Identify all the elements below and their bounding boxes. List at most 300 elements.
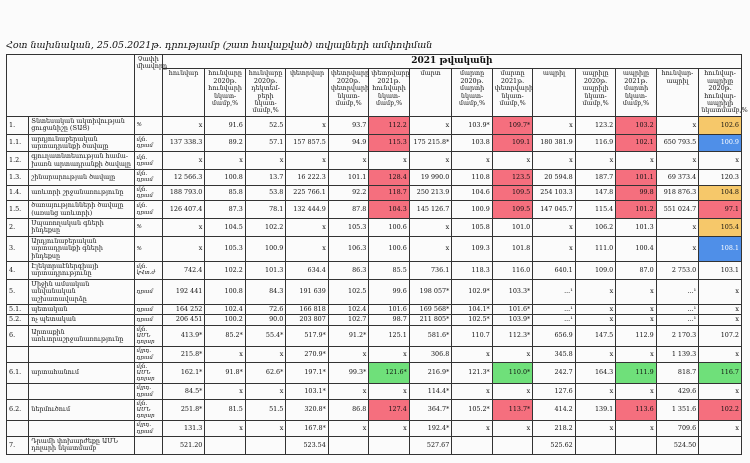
table-cell: 109.7* [492, 116, 532, 134]
table-cell: 84.5* [162, 384, 205, 399]
row-number: 4. [7, 261, 29, 279]
table-cell: x [286, 236, 329, 261]
table-cell: 13.7 [245, 170, 285, 185]
row-indicator: Միջին ամսական անվանական աշխատավարձը [29, 279, 134, 304]
table-cell: x [245, 152, 285, 170]
table-cell: 175 215.8* [409, 134, 452, 152]
table-cell: 104.6 [452, 185, 492, 200]
table-cell: x [328, 421, 368, 436]
row-indicator: ոչ պետական [29, 315, 134, 325]
table-cell: x [452, 347, 492, 362]
table-cell: 517.9* [286, 325, 329, 347]
row-number: 1.5. [7, 201, 29, 219]
table-cell: x [699, 279, 742, 304]
row-indicator [29, 347, 134, 362]
table-cell: 109.1 [492, 134, 532, 152]
table-cell: x [533, 152, 576, 170]
table-cell: 102.5* [452, 315, 492, 325]
table-cell: 100.9 [699, 134, 742, 152]
row-unit: մլն. դրամ [134, 201, 162, 219]
table-cell: 100.9 [452, 201, 492, 219]
row-number: 1.4. [7, 185, 29, 200]
header-col: հունվարը 2020թ. հունվարի նկատ-մամբ,% [205, 69, 245, 116]
table-cell: 192 441 [162, 279, 205, 304]
header-col: ապրիլը 2020թ. ապրիլի նկատ-մամբ,% [575, 69, 615, 116]
table-cell: 102.6 [699, 116, 742, 134]
table-cell: 78.1 [245, 201, 285, 219]
table-cell: 112.9 [616, 325, 656, 347]
table-cell: 524.50 [656, 436, 699, 454]
table-cell: 218.2 [533, 421, 576, 436]
table-cell: ...¹ [656, 315, 699, 325]
table-cell: 112.2 [369, 116, 409, 134]
header-col: հունվարը 2020թ. դեկտեմ-բերի նկատ-մամբ,% [245, 69, 285, 116]
table-cell: 215.8* [162, 347, 205, 362]
table-cell: 413.9* [162, 325, 205, 347]
table-cell: x [656, 116, 699, 134]
table-cell: 127.6 [533, 384, 576, 399]
table-cell: x [616, 304, 656, 314]
table-cell: 84.3 [245, 279, 285, 304]
table-cell [205, 436, 245, 454]
table-cell: 110.8 [452, 170, 492, 185]
table-cell: x [575, 421, 615, 436]
table-cell: 147.8 [575, 185, 615, 200]
table-cell: 116.9 [575, 134, 615, 152]
table-cell: 103.1 [699, 261, 742, 279]
table-cell: 147.5 [575, 325, 615, 347]
table-cell: 87.3 [205, 201, 245, 219]
table-cell: 102.7 [328, 315, 368, 325]
table-cell: ...¹ [656, 279, 699, 304]
row-unit: մլն. դրամ [134, 185, 162, 200]
table-cell: 100.4 [616, 236, 656, 261]
table-cell: 818.7 [656, 362, 699, 384]
row-indicator: առևտրի շրջանառությունը [29, 185, 134, 200]
table-cell: 85.8 [205, 185, 245, 200]
header-col: ապրիլը 2021թ. մարտի նկատ-մամբ,% [616, 69, 656, 116]
table-cell: 2 170.3 [656, 325, 699, 347]
table-cell: 180 381.9 [533, 134, 576, 152]
table-cell: 166 818 [286, 304, 329, 314]
row-unit: մլն. դրամ [134, 170, 162, 185]
row-number: 2. [7, 218, 29, 236]
table-cell: x [245, 421, 285, 436]
table-cell: 164.3 [575, 362, 615, 384]
table-row [7, 185, 742, 200]
table-cell: 1 351.6 [656, 399, 699, 421]
table-cell: 102.4 [328, 304, 368, 314]
table-cell: x [699, 421, 742, 436]
table-cell: 99.6 [369, 279, 409, 304]
table-cell: x [575, 384, 615, 399]
table-cell: x [616, 279, 656, 304]
table-row [7, 315, 742, 325]
table-cell: 123.2 [575, 116, 615, 134]
header-col: հունվար-ապրիլը 2020թ. հունվար-ապրիլի նկատմամբ,% [699, 69, 742, 116]
table-cell: x [575, 304, 615, 314]
table-cell: 736.1 [409, 261, 452, 279]
table-row [7, 236, 742, 261]
table-cell: 51.5 [245, 399, 285, 421]
row-indicator: Արդյունաբերական արտադրանքի գների ինդեքսը [29, 236, 134, 261]
table-cell: 20 594.8 [533, 170, 576, 185]
table-cell: x [452, 384, 492, 399]
table-cell: 62.6* [245, 362, 285, 384]
table-cell: 107.2 [699, 325, 742, 347]
table-cell: 118.3 [452, 261, 492, 279]
table-cell: 320.8* [286, 399, 329, 421]
table-cell: x [409, 116, 452, 134]
table-cell: 118.7 [369, 185, 409, 200]
table-cell: 105.8 [452, 218, 492, 236]
table-row [7, 152, 742, 170]
table-cell: 101.2 [616, 201, 656, 219]
table-cell: 103.1* [286, 384, 329, 399]
table-cell: x [492, 152, 532, 170]
row-number: 6.2. [7, 399, 29, 421]
table-cell: x [162, 236, 205, 261]
row-number: 7. [7, 436, 29, 454]
table-cell [699, 436, 742, 454]
table-cell: 127.4 [369, 399, 409, 421]
table-cell: x [699, 152, 742, 170]
table-cell [328, 436, 368, 454]
table-cell: x [699, 347, 742, 362]
table-cell: x [205, 152, 245, 170]
table-cell: 100.8 [205, 170, 245, 185]
table-cell: x [616, 152, 656, 170]
table-cell: 97.1 [699, 201, 742, 219]
table-cell: 100.9 [245, 236, 285, 261]
table-cell: 102.2 [205, 261, 245, 279]
row-unit: % [134, 236, 162, 261]
table-row [7, 170, 742, 185]
table-cell: 102.2 [245, 218, 285, 236]
table-cell: 91.8* [205, 362, 245, 384]
row-indicator: ներմուծում [29, 399, 134, 421]
table-cell: 634.4 [286, 261, 329, 279]
table-cell: 72.6 [245, 304, 285, 314]
table-cell: ...¹ [533, 279, 576, 304]
table-cell: 85.2* [205, 325, 245, 347]
row-indicator: Սպառողական գների ինդեքսը [29, 218, 134, 236]
row-unit: մլն. ԱՄՆ դոլար [134, 399, 162, 421]
row-unit: դրամ [134, 315, 162, 325]
table-cell: x [162, 218, 205, 236]
row-number: 5.1. [7, 304, 29, 314]
table-cell: x [533, 116, 576, 134]
table-cell [245, 436, 285, 454]
table-cell: 57.1 [245, 134, 285, 152]
table-cell: 105.3 [328, 218, 368, 236]
table-cell: 93.7 [328, 116, 368, 134]
table-cell: x [328, 152, 368, 170]
table-cell: 102.4 [205, 304, 245, 314]
table-cell: 131.3 [162, 421, 205, 436]
row-number: 5. [7, 279, 29, 304]
table-cell: 91.6 [205, 116, 245, 134]
table-cell: 169 568* [409, 304, 452, 314]
table-cell: 188 793.0 [162, 185, 205, 200]
table-cell: 345.8 [533, 347, 576, 362]
table-cell: 162.1* [162, 362, 205, 384]
table-cell: 19 990.0 [409, 170, 452, 185]
header-col: մարտը 2021թ. փետրվարի նկատ-մամբ,% [492, 69, 532, 116]
row-indicator: Տնտեսական ակտիվության ցուցանիշը (ՏԱՑ) [29, 116, 134, 134]
table-row [7, 261, 742, 279]
table-cell: 270.9* [286, 347, 329, 362]
table-cell: 86.3 [328, 261, 368, 279]
table-cell: 104.1* [452, 304, 492, 314]
table-cell: 225 766.1 [286, 185, 329, 200]
table-cell: x [369, 384, 409, 399]
table-cell: x [452, 152, 492, 170]
table-cell: 523.54 [286, 436, 329, 454]
table-cell: x [616, 315, 656, 325]
table-cell: x [492, 421, 532, 436]
table-cell: 197.1* [286, 362, 329, 384]
row-indicator: արտահանում [29, 362, 134, 384]
table-cell: 527.67 [409, 436, 452, 454]
table-cell: 125.1 [369, 325, 409, 347]
header-unit: Չափի միավորը [134, 55, 162, 117]
table-cell: x [409, 218, 452, 236]
table-cell: 109.5 [492, 185, 532, 200]
row-unit: մլն. դրամ [134, 152, 162, 170]
table-cell: 145 126.7 [409, 201, 452, 219]
row-unit: մլն. ԱՄՆ դոլար [134, 325, 162, 347]
header-period: 2021 թվականի [162, 55, 741, 69]
table-cell: 120.3 [699, 170, 742, 185]
table-cell: x [162, 116, 205, 134]
row-indicator: գյուղատնտեսության համա-խառն արտադրանքի ծավալը [29, 152, 134, 170]
table-cell: x [492, 384, 532, 399]
table-cell: 139.1 [575, 399, 615, 421]
table-cell: x [656, 152, 699, 170]
table-cell: 104.3 [369, 201, 409, 219]
table-cell: x [492, 347, 532, 362]
table-cell: x [369, 152, 409, 170]
table-row [7, 384, 742, 399]
table-cell: 103.3* [492, 279, 532, 304]
table-row [7, 304, 742, 314]
table-cell: 187.7 [575, 170, 615, 185]
table-cell: 551 024.7 [656, 201, 699, 219]
header-col: հունվար [162, 69, 205, 116]
table-caption: Հօտ նախնական, 25.05.2021թ. դրությամբ (շատ հավաքված) տվյալների ամփոփման [6, 40, 433, 51]
table-row [7, 421, 742, 436]
table-cell: 92.2 [328, 185, 368, 200]
table-cell: 106.3 [328, 236, 368, 261]
table-cell: 103.2 [616, 116, 656, 134]
table-cell: 86.8 [328, 399, 368, 421]
table-cell: 414.2 [533, 399, 576, 421]
table-cell: 55.4* [245, 325, 285, 347]
table-cell: 709.6 [656, 421, 699, 436]
table-cell: 100.6 [369, 236, 409, 261]
table-cell: 742.4 [162, 261, 205, 279]
row-number: 1.1. [7, 134, 29, 152]
header-blank [7, 55, 135, 117]
table-cell: 104.8 [699, 185, 742, 200]
table-cell: 81.5 [205, 399, 245, 421]
row-number: 6. [7, 325, 29, 347]
table-cell: 105.4 [699, 218, 742, 236]
header-col: փետրվարը 2020թ. փետրվարի նկատ-մամբ,% [328, 69, 368, 116]
table-cell: 1 139.3 [656, 347, 699, 362]
header-col: ապրիլ [533, 69, 576, 116]
header-col: մարտ [409, 69, 452, 116]
table-cell: 104.5 [205, 218, 245, 236]
table-cell: x [575, 152, 615, 170]
table-cell: 250 213.9 [409, 185, 452, 200]
table-cell: x [369, 347, 409, 362]
table-cell [575, 436, 615, 454]
table-row [7, 362, 742, 384]
row-unit: % [134, 116, 162, 134]
table-cell: x [575, 315, 615, 325]
table-cell: 364.7* [409, 399, 452, 421]
table-cell: 109.0 [575, 261, 615, 279]
row-indicator: Էլեկտրաէներգիայի արտադրությունը [29, 261, 134, 279]
table-cell: ...¹ [533, 315, 576, 325]
table-cell: 650 793.5 [656, 134, 699, 152]
table-row [7, 399, 742, 421]
row-indicator: ծառայությունների ծավալը (առանց առևտրի) [29, 201, 134, 219]
header-col: մարտը 2020թ. մարտի նկատ-մամբ,% [452, 69, 492, 116]
table-cell: 116.0 [492, 261, 532, 279]
table-cell: 87.8 [328, 201, 368, 219]
table-cell: 101.0 [492, 218, 532, 236]
table-cell: 101.6 [369, 304, 409, 314]
table-cell: 113.7* [492, 399, 532, 421]
table-cell: 102.5 [328, 279, 368, 304]
table-cell: 128.4 [369, 170, 409, 185]
row-unit: մլն. դրամ [134, 134, 162, 152]
table-cell: 105.3 [205, 236, 245, 261]
row-unit: % [134, 218, 162, 236]
table-cell: 101.1 [328, 170, 368, 185]
table-cell: 101.8 [492, 236, 532, 261]
table-cell: x [533, 218, 576, 236]
table-cell: x [286, 152, 329, 170]
row-unit: մլրդ. դրամ [134, 347, 162, 362]
table-cell: 157 857.5 [286, 134, 329, 152]
row-indicator: շինարարության ծավալը [29, 170, 134, 185]
table-cell: 102.2 [699, 399, 742, 421]
table-cell: 102.1 [616, 134, 656, 152]
table-cell [492, 436, 532, 454]
table-cell: 99.3* [328, 362, 368, 384]
table-cell: 52.5 [245, 116, 285, 134]
table-cell: 12 566.3 [162, 170, 205, 185]
table-cell: 108.1 [699, 236, 742, 261]
table-cell: 53.8 [245, 185, 285, 200]
table-cell: 100.2 [205, 315, 245, 325]
table-cell [616, 436, 656, 454]
row-indicator: Արտաքին առևտրաշրջանառությունը [29, 325, 134, 347]
table-cell: x [162, 152, 205, 170]
row-number: 5.2. [7, 315, 29, 325]
table-cell: 115.3 [369, 134, 409, 152]
header-col: փետրվարը 2021թ. հունվարի նկատ-մամբ,% [369, 69, 409, 116]
table-cell: 99.8 [616, 185, 656, 200]
table-cell: x [369, 421, 409, 436]
row-number: 6.1. [7, 362, 29, 384]
row-number: 3. [7, 236, 29, 261]
table-cell: 102.9* [452, 279, 492, 304]
row-indicator [29, 421, 134, 436]
table-cell: x [205, 421, 245, 436]
table-cell: 132 444.9 [286, 201, 329, 219]
row-indicator: արդյունաբերական արտադրանքի ծավալը [29, 134, 134, 152]
table-cell: 100.8 [205, 279, 245, 304]
table-row [7, 436, 742, 454]
row-unit: դրամ [134, 279, 162, 304]
table-cell: x [699, 315, 742, 325]
table-cell: 69 373.4 [656, 170, 699, 185]
table-cell: 192.4* [409, 421, 452, 436]
table-cell: 581.6* [409, 325, 452, 347]
row-unit: մլն. ԱՄՆ դոլար [134, 362, 162, 384]
row-number [7, 421, 29, 436]
table-row [7, 325, 742, 347]
row-unit [134, 436, 162, 454]
table-cell: 191 639 [286, 279, 329, 304]
table-cell: 116.7 [699, 362, 742, 384]
table-cell: 167.8* [286, 421, 329, 436]
table-cell: 2 753.0 [656, 261, 699, 279]
table-cell: 101.6* [492, 304, 532, 314]
table-cell: 121.3* [452, 362, 492, 384]
row-number [7, 384, 29, 399]
table-cell: 91.2* [328, 325, 368, 347]
table-cell: x [656, 236, 699, 261]
table-cell: 112.3* [492, 325, 532, 347]
row-unit: մլն. կՎտ.ժ [134, 261, 162, 279]
table-cell: 100.6 [369, 218, 409, 236]
table-cell [452, 436, 492, 454]
table-cell: x [699, 384, 742, 399]
table-cell: 111.9 [616, 362, 656, 384]
table-row [7, 116, 742, 134]
table-cell: 525.62 [533, 436, 576, 454]
table-row [7, 218, 742, 236]
table-cell: 16 222.3 [286, 170, 329, 185]
table-cell: x [409, 152, 452, 170]
table-cell: 106.2 [575, 218, 615, 236]
table-cell: 656.9 [533, 325, 576, 347]
table-cell: 109.3 [452, 236, 492, 261]
table-cell: 113.6 [616, 399, 656, 421]
table-cell: 251.8* [162, 399, 205, 421]
table-cell: 103.9* [452, 116, 492, 134]
header-col: հունվար-ապրիլ [656, 69, 699, 116]
row-indicator: պետական [29, 304, 134, 314]
table-cell: 254 103.3 [533, 185, 576, 200]
table-cell: 98.7 [369, 315, 409, 325]
row-unit: մլրդ. դրամ [134, 384, 162, 399]
row-unit: մլրդ. դրամ [134, 421, 162, 436]
table-cell: 110.7 [452, 325, 492, 347]
table-cell: 137 338.3 [162, 134, 205, 152]
table-cell: 640.1 [533, 261, 576, 279]
table-cell: x [328, 384, 368, 399]
table-cell [369, 436, 409, 454]
table-cell: 110.0* [492, 362, 532, 384]
table-cell: 103.8 [452, 134, 492, 152]
